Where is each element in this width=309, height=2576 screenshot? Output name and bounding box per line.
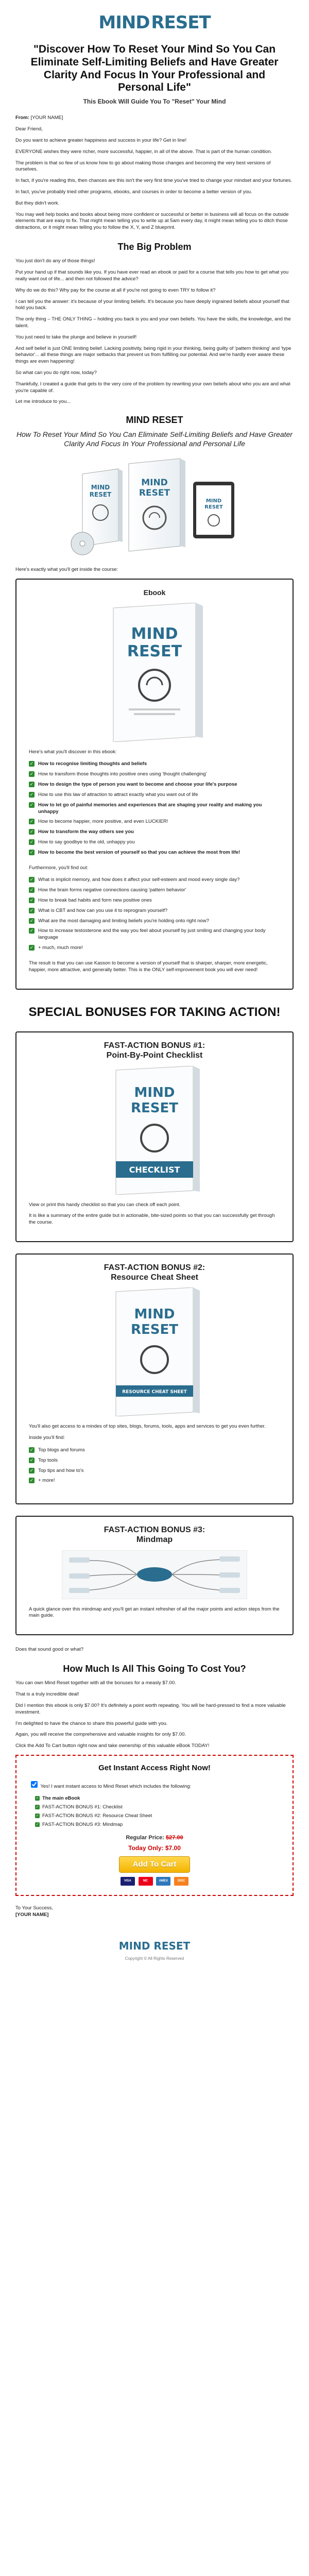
list-item: ✓ How to break bad habits and form new positive ones xyxy=(29,897,152,904)
check-icon: ✓ xyxy=(29,782,34,787)
list-item: ✓ How to transform the way others see you xyxy=(29,829,134,835)
subheadline: This Ebook Will Guide You To "Reset" Your Mind xyxy=(83,98,226,106)
big-problem xyxy=(15,258,294,405)
letter-paragraph: You may well help books and books about being more confident or successful or better in business will all focus on the outside elements that are easy to fix. That might mean telling you to write up at 5am every day, it might mean telling you to ditch those distractions, or it might mean telling you to follow the X, Y, and Z blueprint. xyxy=(15,211,289,231)
check-icon: ✓ xyxy=(29,887,34,893)
problem-paragraph: The only thing – THE ONLY THING – holding you back is you and your own beliefs. You have the skills, the knowledge, and the talent. xyxy=(15,316,291,329)
from-label: From: xyxy=(15,115,29,121)
check-icon: ✓ xyxy=(36,1797,39,1801)
inside-intro: Here's exactly what you'll get inside the course: xyxy=(15,566,118,572)
order-items xyxy=(35,1794,280,1829)
problem-paragraph: Let me introduce to you... xyxy=(15,399,71,405)
sound-good: Does that sound good or what? xyxy=(15,1647,84,1653)
problem-paragraph: Put your hand up if that sounds like you. If you have ever read an ebook or paid for a course that tells you how to get what you really want out of life... and then not followed the advice? xyxy=(15,269,289,282)
signoff xyxy=(15,1905,294,1919)
ebook-list xyxy=(29,760,280,858)
list-item: ✓ What is implicit memory, and how does it affect your self-esteem and mood every single day? xyxy=(29,877,240,883)
check-icon: ✓ xyxy=(29,907,34,913)
check-icon: ✓ xyxy=(29,897,34,903)
list-item: ✓ How to use this law of attraction to attract exactly what you want out of life xyxy=(29,791,198,798)
list-item: ✓ Top blogs and forums xyxy=(29,1447,85,1453)
bonus-banner: SPECIAL BONUSES FOR TAKING ACTION! xyxy=(28,1005,281,1019)
problem-paragraph: And self belief is just ONE limiting belief. Lacking positivity, being rigid in your thinking, being guilty of 'pattern thinking' and 'type behavior'... all these things are major setbacks that prevent us from fulfilling our potential. And we're hardly ever aware these things are even happening! xyxy=(15,345,291,365)
list-item: ✓ + more! xyxy=(29,1478,55,1484)
check-icon: ✓ xyxy=(29,839,34,844)
check-icon: ✓ xyxy=(29,829,34,835)
product-title-block xyxy=(15,414,294,448)
bonus-title: FAST-ACTION BONUS #3: Mindmap xyxy=(104,1526,205,1545)
list-item: ✓ + much, much more! xyxy=(29,945,83,951)
payment-cards xyxy=(29,1877,280,1886)
letter-paragraph: But they didn't work. xyxy=(15,200,60,206)
amex-icon: AMEX xyxy=(156,1877,170,1886)
pricing-paragraph: Again, you will receive the comprehensive and valuable insights for only $7.00. xyxy=(15,1732,186,1738)
pricing-paragraph: Click the Add To Cart button right now and take ownership of this valuable eBook TODAY! xyxy=(15,1743,210,1749)
list-item: ✓ How to let go of painful memories and experiences that are shaping your reality and making you unhappy xyxy=(29,802,262,815)
list-item: ✓ The main eBook xyxy=(36,1795,80,1802)
ebook-box-title: Ebook xyxy=(143,588,166,597)
pricing-paragraph: You can own Mind Reset together with all the bonuses for a measly $7.00. xyxy=(15,1680,176,1686)
mindmap-image xyxy=(62,1550,247,1599)
bonus-desc: A quick glance over this mindmap and you'll get an instant refresher of all the major points and action steps from the main guide. xyxy=(29,1606,280,1619)
bonus-desc: View or print this handy checklist so that you can check off each point. xyxy=(29,1201,181,1208)
svg-text:RESET: RESET xyxy=(139,487,170,498)
bonus-box-3 xyxy=(15,1516,294,1635)
big-problem-title: The Big Problem xyxy=(117,242,192,252)
furthermore: Furthermore, you'll find out: xyxy=(29,865,89,871)
ebook-closing: The result is that you can use Kasson to become a version of yourself that is sharper, sharper, more energetic, happier, more attractive, and generally better. This is the ONLY self-improvement book you will ever need! xyxy=(29,960,268,973)
checklist-cover-image xyxy=(103,1066,206,1195)
list-item: ✓ Top tips and how to's xyxy=(29,1467,84,1473)
greeting: Dear Friend, xyxy=(15,126,43,132)
logo-mind: MIND xyxy=(98,12,150,33)
bonus-list xyxy=(29,1446,280,1487)
check-icon: ✓ xyxy=(29,945,34,951)
mastercard-icon: MC xyxy=(139,1877,153,1886)
problem-paragraph: You just need to take the plunge and believe in yourself! xyxy=(15,334,137,340)
visa-icon: VISA xyxy=(121,1877,135,1886)
check-icon: ✓ xyxy=(36,1814,39,1818)
regular-price: Regular Price: $27.00 xyxy=(126,1835,183,1841)
svg-text:RESET: RESET xyxy=(130,1100,179,1116)
pricing-title: How Much Is All This Going To Cost You? xyxy=(63,1664,246,1674)
pricing-paragraph: I'm delighted to have the chance to share this powerful guide with you. xyxy=(15,1720,168,1726)
brand-logo xyxy=(15,0,294,31)
pricing-paragraph: Did I mention this ebook is only $7.00? It's definitely a point worth repeating. You will be hard-pressed to find a more valuable investment. xyxy=(15,1702,286,1715)
svg-text:RESET: RESET xyxy=(130,1322,179,1338)
bonus-title: FAST-ACTION BONUS #1: Point-By-Point Checklist xyxy=(104,1041,205,1060)
logo-reset: RESET xyxy=(151,12,211,33)
check-icon: ✓ xyxy=(29,1467,34,1473)
bonus-desc: You'll also get access to a mindes of top sites, blogs, forums, tools, apps and services to get you even further. xyxy=(29,1423,266,1430)
svg-text:RESET: RESET xyxy=(204,504,223,510)
from-line xyxy=(15,115,294,122)
list-item: ✓ How to increase testosterone and the way you feel about yourself by just smiling and changing your body language xyxy=(29,928,266,941)
check-icon: ✓ xyxy=(29,849,34,855)
problem-paragraph: Why do we do this? Why pay for the course at all if you're not going to even TRY to follow it? xyxy=(15,287,216,293)
sales-page xyxy=(15,0,294,1962)
letter-paragraph: EVERYONE wishes they were richer, more successful, happier, in all of the above. That is part of the human condition. xyxy=(15,148,272,155)
list-item: ✓ How to say goodbye to the old, unhappy you xyxy=(29,839,135,845)
svg-text:RESET: RESET xyxy=(89,490,112,498)
check-icon: ✓ xyxy=(29,877,34,883)
svg-text:MIND: MIND xyxy=(205,498,222,504)
signoff-name: [YOUR NAME] xyxy=(15,1912,49,1918)
bonus-box-1 xyxy=(15,1031,294,1242)
letter-paragraph: In fact, you've probably tried other programs, ebooks, and courses in order to become a better version of you. xyxy=(15,189,252,195)
product-name: MIND RESET xyxy=(126,415,183,426)
list-item: ✓ FAST-ACTION BONUS #2: Resource Cheat Sheet xyxy=(36,1812,152,1819)
problem-paragraph: I can tell you the answer: it's because of your limiting beliefs. It's because you have deeply ingrained beliefs about yourself that hold you back. xyxy=(15,298,289,311)
problem-paragraph: You just don't do any of those things! xyxy=(15,258,95,264)
svg-text:RESET: RESET xyxy=(127,642,182,660)
pricing-paragraph: That is a truly incredible deal! xyxy=(15,1691,79,1698)
list-item: ✓ How to recognise limiting thoughts and beliefs xyxy=(29,761,147,767)
cover-label: CHECKLIST xyxy=(129,1164,180,1175)
check-icon: ✓ xyxy=(29,771,34,777)
list-item: ✓ How to become the best version of yourself so that you can achieve the most from life! xyxy=(29,849,241,855)
signoff-line: To Your Success, xyxy=(15,1905,53,1911)
svg-text:MIND: MIND xyxy=(141,477,168,488)
check-icon: ✓ xyxy=(29,1457,34,1463)
bonus-inside: Inside you'll find: xyxy=(29,1435,65,1441)
list-item: ✓ How to design the type of person you want to become and choose your life's purpose xyxy=(29,782,237,788)
agree-checkbox[interactable] xyxy=(31,1781,38,1788)
check-icon: ✓ xyxy=(29,761,34,767)
order-agree-text: Yes! I want instant access to Mind Reset which includes the following: xyxy=(40,1784,192,1790)
cover-label: RESOURCE CHEAT SHEET xyxy=(122,1389,187,1395)
ebook-box xyxy=(15,579,294,990)
ebook-list-2 xyxy=(29,876,280,954)
list-item: ✓ Top tools xyxy=(29,1457,58,1463)
list-item: ✓ What is CBT and how can you use it to reprogram yourself? xyxy=(29,907,168,913)
today-price: Today Only: $7.00 xyxy=(128,1844,181,1852)
ebook-intro: Here's what you'll discover in this ebook: xyxy=(29,749,117,755)
pricing xyxy=(15,1680,294,1750)
check-icon: ✓ xyxy=(29,918,34,923)
check-icon: ✓ xyxy=(29,819,34,824)
list-item: ✓ FAST-ACTION BONUS #1: Checklist xyxy=(36,1804,123,1810)
svg-text:MIND: MIND xyxy=(91,483,110,491)
list-item: ✓ FAST-ACTION BONUS #3: Mindmap xyxy=(36,1821,123,1827)
product-bundle-image xyxy=(62,453,247,556)
check-icon: ✓ xyxy=(29,791,34,797)
problem-paragraph: Thankfully, I created a guide that gets to the very core of the problem by rewriting your own beliefs about who you are and what you're capable of. xyxy=(15,381,290,394)
check-icon: ✓ xyxy=(29,928,34,934)
from-name: [YOUR NAME] xyxy=(30,115,63,121)
footer-logo: MIND RESET xyxy=(118,1939,191,1952)
bonus-title: FAST-ACTION BONUS #2: Resource Cheat Sheet xyxy=(104,1263,205,1282)
bonus-box-2 xyxy=(15,1253,294,1504)
list-item: ✓ How to become happier, more positive, and even LUCKIER! xyxy=(29,819,168,825)
check-icon: ✓ xyxy=(29,1447,34,1452)
copyright: Copyright © All Rights Reserved xyxy=(125,1956,184,1961)
letter-paragraph: Do you want to achieve greater happiness and success in your life? Get in line! xyxy=(15,137,187,143)
product-tagline: How To Reset Your Mind So You Can Eliminate Self-Limiting Beliefs and Have Greater Clarity And Focus In Your Professional and Personal Life xyxy=(16,430,293,448)
list-item: ✓ What are the most damaging and limiting beliefs you're holding onto right now? xyxy=(29,918,209,924)
letter-paragraph: In fact, if you're reading this, then chances are this isn't the very first time you've tried to change your mindset and your fortunes. xyxy=(15,178,293,184)
check-icon: ✓ xyxy=(29,802,34,807)
letter xyxy=(15,115,294,231)
bonus-desc: It is like a summary of the entire guide but in actionable, bite-sized points so that you can successfully get through the course. xyxy=(29,1213,275,1226)
problem-paragraph: So what can you do right now, today? xyxy=(15,370,97,376)
ebook-cover-image xyxy=(98,603,211,742)
add-to-cart-button[interactable]: Add To Cart xyxy=(119,1856,190,1873)
discover-icon: DISC xyxy=(174,1877,188,1886)
letter-paragraph: The problem is that so few of us know how to go about making those changes and becoming the very best versions of ourselves. xyxy=(15,160,271,173)
headline: "Discover How To Reset Your Mind So You Can Eliminate Self-Limiting Beliefs and Have Greater Clarity And Focus In Your Professional and Personal Life" xyxy=(30,43,279,94)
order-agree xyxy=(29,1780,280,1790)
cheatsheet-cover-image xyxy=(103,1287,206,1416)
list-item: ✓ How to transform those thoughts into positive ones using 'thought challenging' xyxy=(29,771,207,777)
svg-text:MIND: MIND xyxy=(134,1307,175,1323)
svg-text:MIND: MIND xyxy=(131,624,178,643)
order-box xyxy=(15,1755,294,1896)
check-icon: ✓ xyxy=(36,1822,39,1826)
check-icon: ✓ xyxy=(36,1805,39,1809)
svg-text:MIND: MIND xyxy=(134,1084,175,1100)
check-icon: ✓ xyxy=(29,1478,34,1483)
list-item: ✓ How the brain forms negative connections causing 'pattern behavior' xyxy=(29,887,186,893)
order-title: Get Instant Access Right Now! xyxy=(98,1764,211,1772)
